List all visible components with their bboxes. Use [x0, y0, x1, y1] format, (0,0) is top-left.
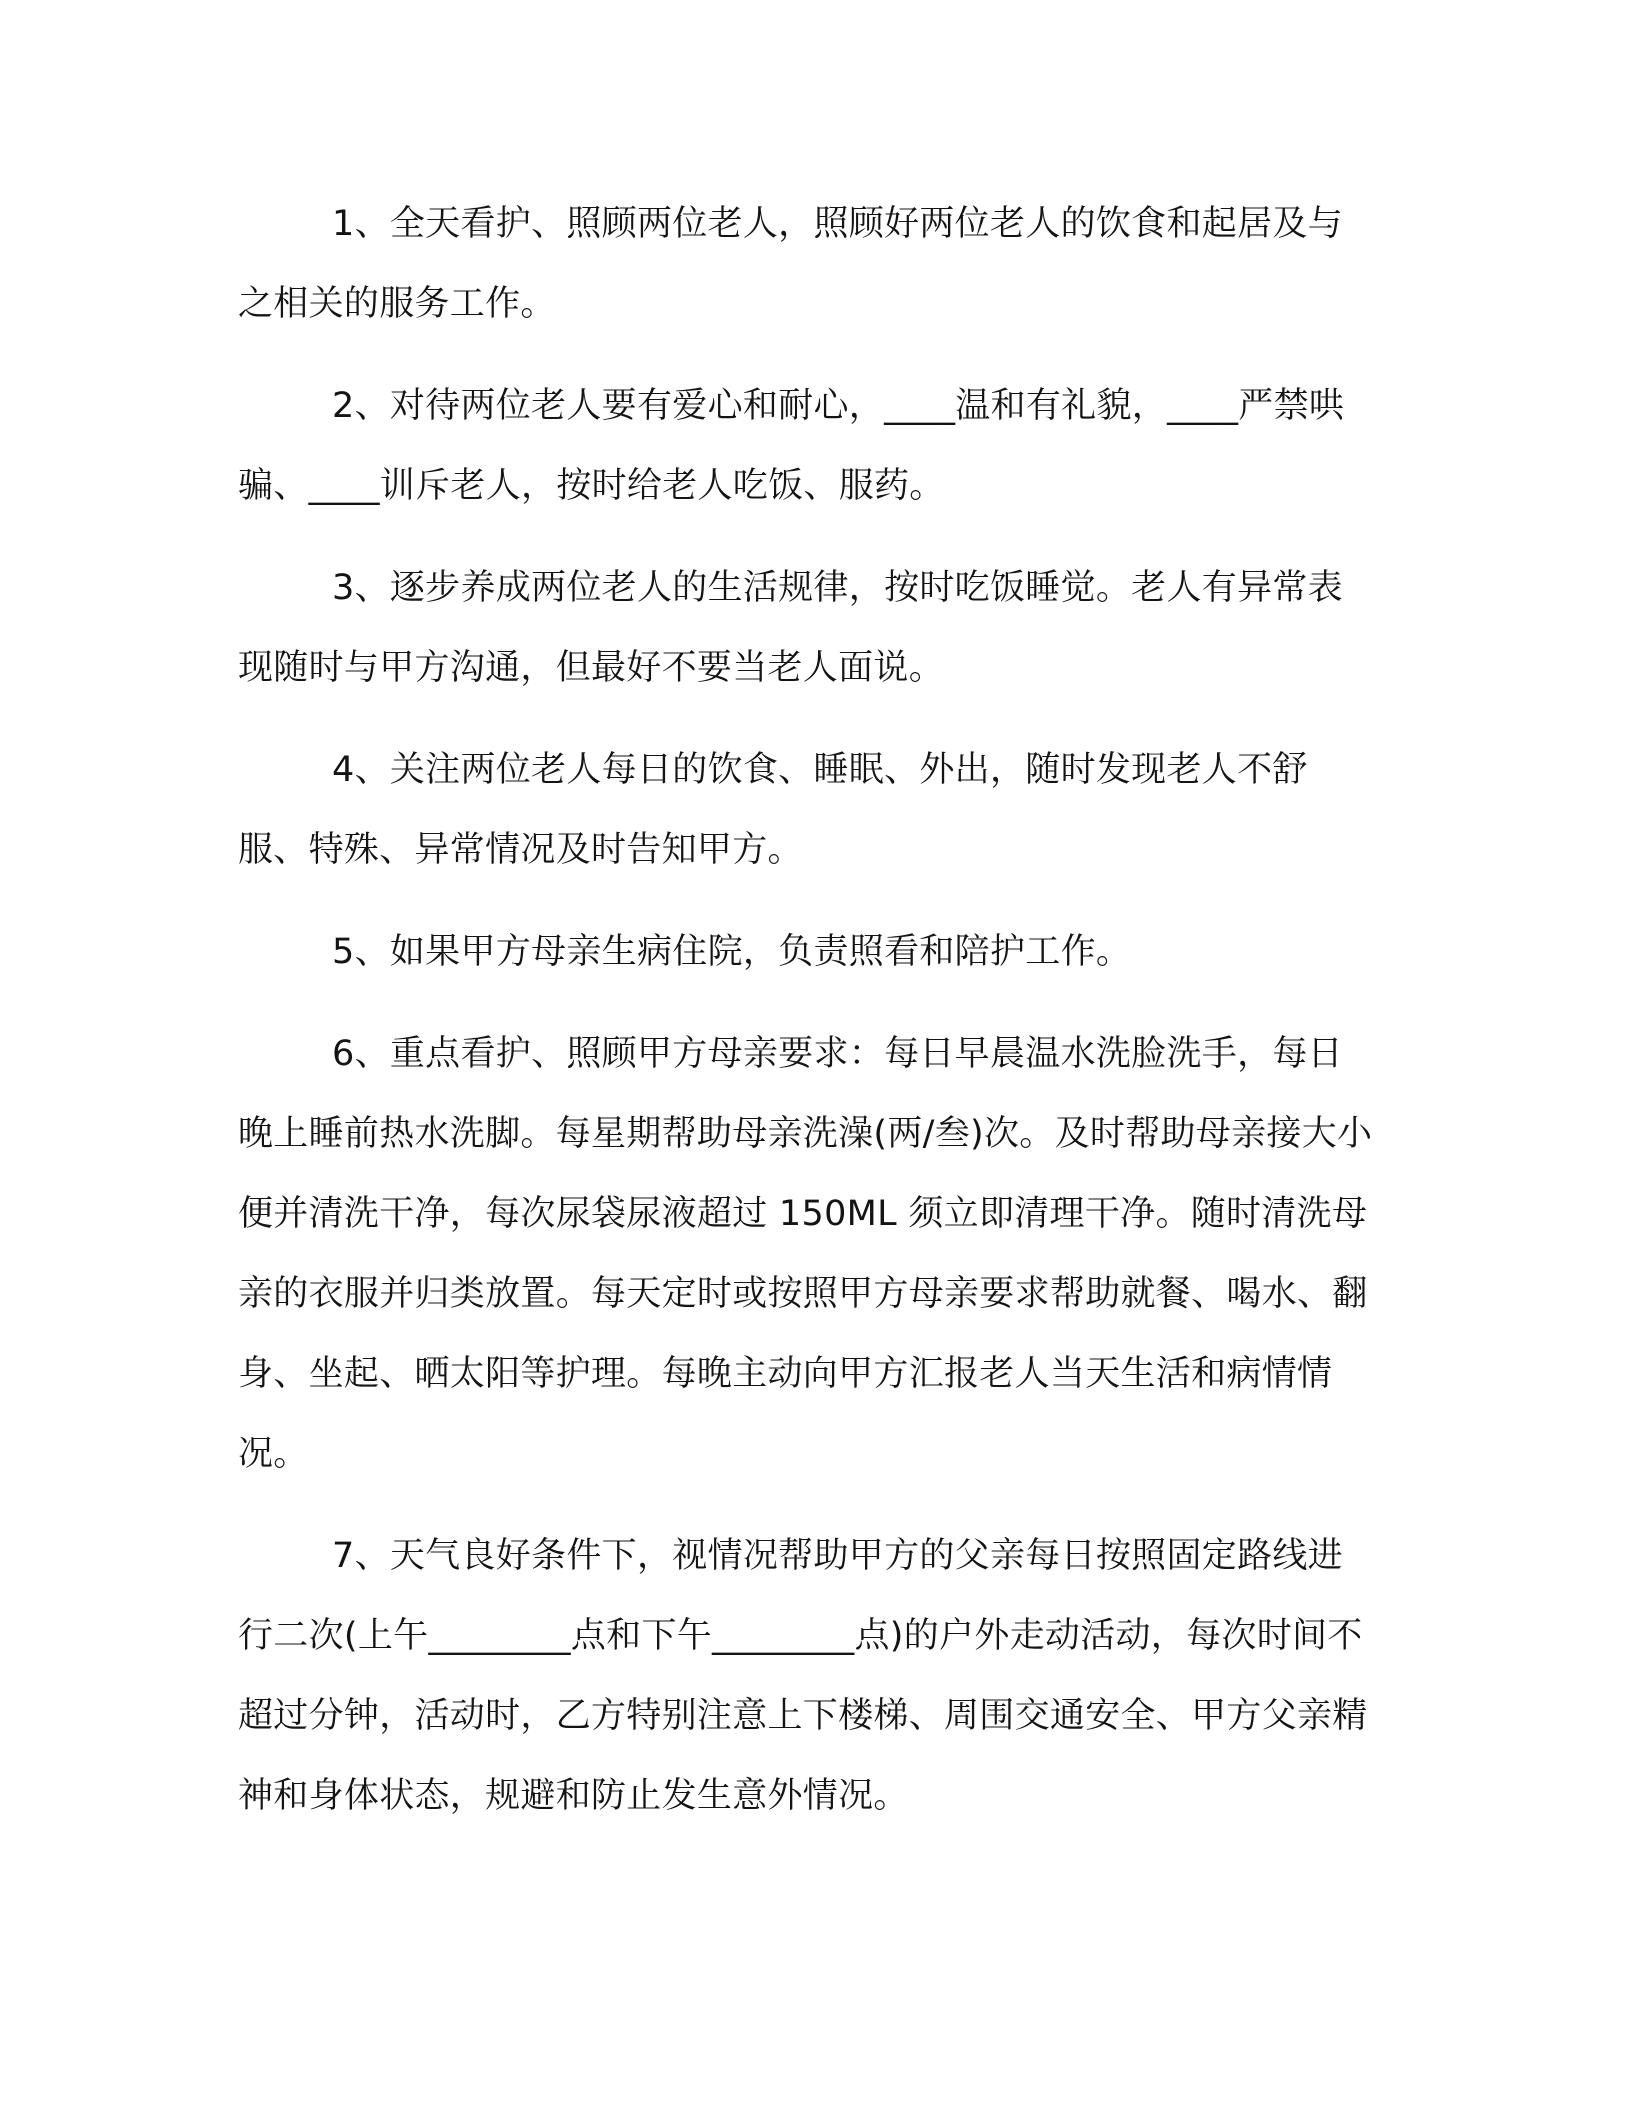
paragraph-4: 4、关注两位老人每日的饮食、睡眠、外出，随时发现老人不舒服、特殊、异常情况及时告知甲方。 — [238, 750, 1308, 870]
paragraph-1: 1、全天看护、照顾两位老人，照顾好两位老人的饮食和起居及与之相关的服务工作。 — [238, 204, 1343, 324]
paragraph-2: 2、对待两位老人要有爱心和耐心，____温和有礼貌，____严禁哄骗、____训斥老人，按时给老人吃饭、服药。 — [238, 386, 1345, 506]
paragraph-3: 3、逐步养成两位老人的生活规律，按时吃饭睡觉。老人有异常表现随时与甲方沟通，但最好不要当老人面说。 — [238, 568, 1343, 688]
paragraph-5: 5、如果甲方母亲生病住院，负责照看和陪护工作。 — [332, 932, 1132, 972]
paragraph-6: 6、重点看护、照顾甲方母亲要求：每日早晨温水洗脸洗手，每日晚上睡前热水洗脚。每星期帮助母亲洗澡(两/叁)次。及时帮助母亲接大小便并清洗干净，每次尿袋尿液超过 150ML 须立即清理干净。随时清洗母亲的衣服并归类放置。每天定时或按照甲方母亲要求帮助就餐、喝水、翻身、坐起、晒太阳等护理。每晚主动向甲方汇报老人当天生活和病情情况。 — [238, 1034, 1373, 1474]
paragraph-7: 7、天气良好条件下，视情况帮助甲方的父亲每日按照固定路线进行二次(上午________点和下午________点)的户外走动活动，每次时间不超过分钟，活动时，乙方特别注意上下楼梯、周围交通安全、甲方父亲精神和身体状态，规避和防止发生意外情况。 — [238, 1536, 1368, 1816]
document-body — [238, 184, 1378, 1858]
